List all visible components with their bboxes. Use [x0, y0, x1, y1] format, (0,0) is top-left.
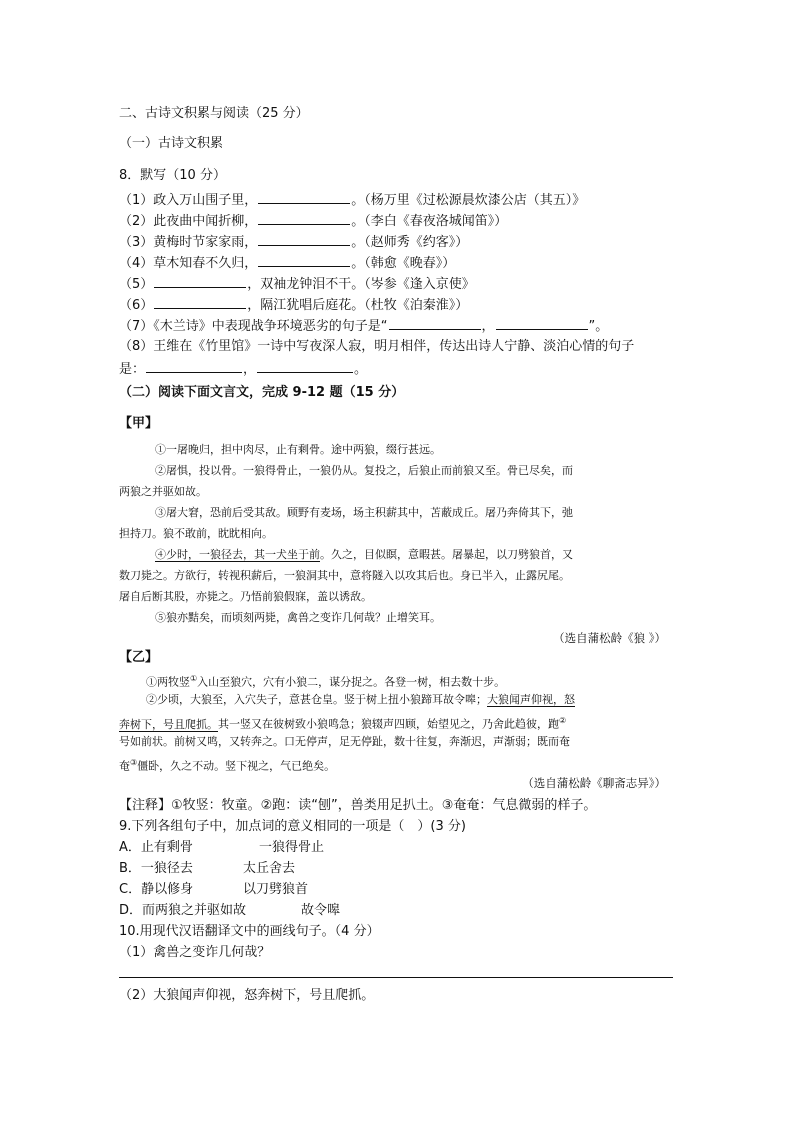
option-second: 一狼得骨止 [259, 840, 325, 855]
q8-item-7 [119, 315, 608, 337]
q8-item-text: （4）草木知春不久归， [119, 256, 258, 271]
yi-text: ②少顷，大狼至，入穴失子，意甚仓皇。竖于树上扭小狼蹄耳故令嗥； [146, 693, 487, 706]
q8-item-source: 。（韩愈《晚春》） [351, 256, 456, 271]
q8-item-text: （3）黄梅时节家家雨， [119, 235, 258, 250]
yi-paragraph-2-line4 [119, 753, 335, 777]
q8-item-6 [119, 294, 468, 316]
jia-source: （选自蒲松龄《狼 》） [553, 631, 666, 645]
q8-item-end: 。 [354, 362, 368, 377]
footnote-marker: ③ [130, 758, 138, 767]
jia-paragraph-4-line2: 数刀毙之。方欲行，转视积薪后，一狼洞其中，意将隧入以攻其后也。身已半入，止露尻尾。 [119, 569, 570, 582]
q8-item-4 [119, 252, 455, 274]
q8-item-sep: ， [481, 319, 495, 334]
footnote-marker: ② [559, 716, 567, 725]
answer-blank[interactable] [389, 315, 481, 330]
answer-blank[interactable] [146, 358, 242, 373]
yi-paragraph-2-line1 [146, 690, 575, 710]
q8-item-5 [119, 273, 475, 295]
option-first: A．止有剩骨 [119, 840, 193, 855]
underlined-sentence: ④少时，一狼径去，其一犬坐于前 [155, 548, 320, 561]
q10-sentence-1: （1）禽兽之变诈几何哉？ [119, 945, 271, 960]
option-second: 太丘舍去 [243, 861, 296, 876]
q8-item-8-line2 [119, 358, 367, 380]
answer-line[interactable] [119, 977, 673, 978]
q8-item-source: 。（赵师秀《约客》） [351, 235, 469, 250]
q8-item-source: ，双袖龙钟泪不干。（岑参《逢入京使》 [247, 277, 475, 292]
yi-text: 奄 [119, 759, 130, 773]
yi-paragraph-2-line3: 号如前状。前树又鸣，又转奔之。口无停声，足无停趾，数十往复，奔渐迟，声渐弱；既而奄 [119, 735, 570, 748]
q8-item-source: ，隔江犹唱后庭花。（杜牧《泊秦淮》） [247, 298, 469, 313]
underlined-sentence: 奔树下，号且爬抓。 [119, 717, 218, 731]
annotation-notes: 【注释】①牧竖：牧童。②跑：读“刨”，兽类用足扒土。③奄奄：气息微弱的样子。 [119, 798, 597, 813]
q8-item-text: （7）《木兰诗》中表现战争环境恶劣的句子是“ [119, 319, 388, 334]
yi-text: 僵卧，久之不动。竖下视之，气已绝矣。 [137, 759, 336, 773]
q8-item-sep: ， [243, 362, 257, 377]
q9-option-d [119, 901, 340, 921]
underlined-sentence: 大狼闻声仰视，怒 [487, 693, 575, 706]
q8-item-8-line1: （8）王维在《竹里馆》一诗中写夜深人寂，明月相伴，传达出诗人宁静、淡泊心情的句子 [119, 339, 635, 354]
q8-item-end: ”。 [588, 319, 609, 334]
q8-item-2 [119, 210, 507, 232]
footnote-marker: ① [190, 674, 198, 683]
jia-paragraph-3-line1: ③屠大窘，恐前后受其敌。顾野有麦场，场主积薪其中，苫蔽成丘。屠乃奔倚其下，弛 [155, 506, 573, 519]
jia-paragraph-3-line2: 担持刀。狼不敢前，眈眈相向。 [119, 527, 273, 540]
jia-paragraph-2-line1: ②屠惧，投以骨。一狼得骨止，一狼仍从。复投之，后狼止而前狼又至。骨已尽矣，而 [155, 464, 573, 477]
answer-blank[interactable] [258, 252, 350, 267]
jia-text: 。久之，目似瞑，意暇甚。屠暴起，以刀劈狼首，又 [320, 548, 573, 561]
q8-item-text: （6） [119, 298, 154, 313]
option-first: C．静以修身 [119, 882, 194, 897]
part-one-heading: （一）古诗文积累 [119, 136, 224, 151]
yi-text: ①两牧竖 [146, 675, 190, 689]
answer-blank[interactable] [154, 273, 246, 288]
q9-option-b [119, 859, 295, 879]
option-second: 故令嗥 [301, 903, 341, 918]
q8-item-source: 。（李白《春夜洛城闻笛》） [351, 214, 508, 229]
q8-item-text: （5） [119, 277, 154, 292]
question-8-title: 8．默写（10 分） [119, 168, 226, 183]
q9-option-a [119, 838, 324, 858]
answer-blank[interactable] [154, 294, 246, 309]
q8-item-text: （2）此夜曲中闻折柳， [119, 214, 258, 229]
q8-item-source: 。（杨万里《过松源晨炊漆公店（其五）》 [351, 193, 586, 208]
part-two-heading: （二）阅读下面文言文，完成 9-12 题（15 分） [119, 385, 405, 400]
passage-jia-label: 【甲】 [119, 416, 159, 431]
jia-paragraph-1: ①一屠晚归，担中肉尽，止有剩骨。途中两狼，缀行甚远。 [155, 443, 441, 456]
option-first: D．而两狼之并驱如故 [119, 903, 247, 918]
q8-item-text: （1）政入万山围子里， [119, 193, 258, 208]
q10-sentence-2: （2）大狼闻声仰视，怒奔树下，号且爬抓。 [119, 988, 375, 1003]
jia-paragraph-2-line2: 两狼之并驱如故。 [119, 485, 207, 498]
jia-paragraph-4-line1 [155, 545, 573, 565]
q8-item-text: 是： [119, 362, 146, 377]
question-9-title: 9.下列各组句子中，加点词的意义相同的一项是（ ）(3 分) [119, 819, 466, 834]
answer-blank[interactable] [257, 358, 353, 373]
q8-item-3 [119, 231, 468, 253]
answer-blank[interactable] [258, 189, 350, 204]
yi-source: （选自蒲松龄《聊斋志异》） [522, 776, 666, 790]
answer-blank[interactable] [258, 210, 350, 225]
answer-blank[interactable] [258, 231, 350, 246]
jia-paragraph-4-line3: 屠自后断其股，亦毙之。乃悟前狼假寐，盖以诱敌。 [119, 590, 372, 603]
option-second: 以刀劈狼首 [243, 882, 309, 897]
answer-blank[interactable] [496, 315, 588, 330]
section-heading: 二、古诗文积累与阅读（25 分） [119, 106, 309, 121]
question-10-title: 10.用现代汉语翻译文中的画线句子。（4 分） [119, 924, 380, 939]
passage-yi-label: 【乙】 [119, 650, 159, 665]
q8-item-1 [119, 189, 585, 211]
yi-text: 入山至狼穴，穴有小狼二，谋分捉之。各登一树，相去数十步。 [197, 675, 506, 689]
yi-text: 其一竖又在彼树致小狼鸣急；狼辍声四顾，始望见之，乃舍此趋彼，跑 [218, 717, 559, 731]
jia-paragraph-5: ⑤狼亦黠矣，而顷刻两毙，禽兽之变诈几何哉？止增笑耳。 [155, 611, 441, 624]
option-first: B．一狼径去 [119, 861, 193, 876]
q9-option-c [119, 880, 308, 900]
